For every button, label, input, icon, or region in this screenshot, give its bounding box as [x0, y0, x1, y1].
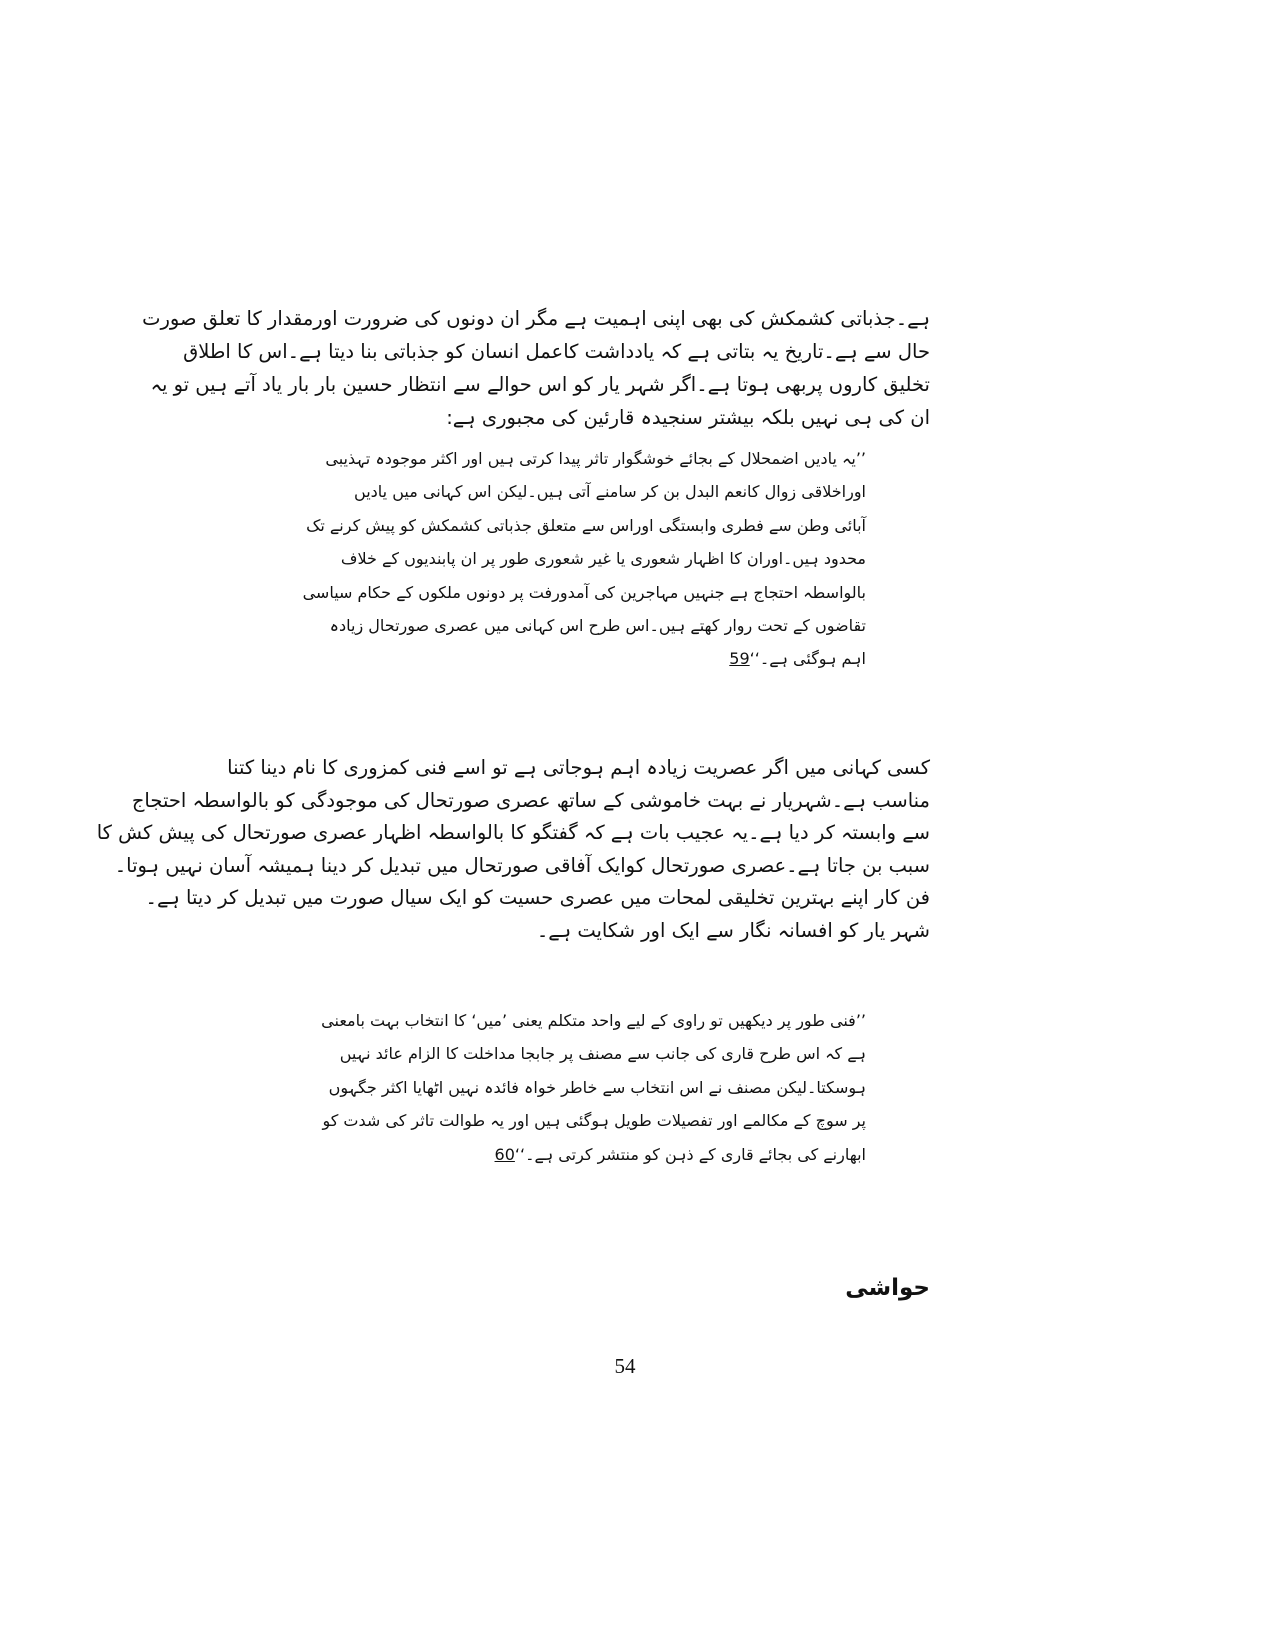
text-line: سبب بن جاتا ہے۔عصری صورتحال کوایک آفاقی صورتحال میں تبدیل کر دینا ہمیشہ آسان نہیں ہوتا۔: [114, 853, 930, 877]
text-line: ان کی ہی نہیں بلکہ بیشتر سنجیدہ قارئین کی مجبوری ہے:: [446, 406, 930, 429]
text-line: فن کار اپنے بہترین تخلیقی لمحات میں عصری حسیت کو ایک سیال صورت میں تبدیل کر دیتا ہے۔: [145, 886, 930, 909]
quote-line: ’’فنی طور پر دیکھیں تو راوی کے لیے واحد متکلم یعنی ’میں‘ کا انتخاب بہت بامعنی: [321, 1011, 866, 1030]
quote-last-text: اہم ہوگئی ہے۔‘‘: [749, 649, 866, 669]
quote-line: محدود ہیں۔اوران کا اظہار شعوری یا غیر شعوری طور پر ان پابندیوں کے خلاف: [340, 549, 866, 569]
quote-line: ’’یہ یادیں اضمحلال کے بجائے خوشگوار تاثر پیدا کرتی ہیں اور اکثر موجودہ تہذیبی: [325, 449, 866, 468]
body-paragraph-2: [96, 752, 930, 947]
reference-number: 60: [494, 1144, 515, 1164]
text-line: کسی کہانی میں اگر عصریت زیادہ اہم ہوجاتی ہے تو اسے فنی کمزوری کا نام دینا کتنا: [227, 756, 930, 779]
body-paragraph-1: [142, 302, 930, 434]
quote-last-text: ابھارنے کی بجائے قاری کے ذہن کو منتشر کرتی ہے۔‘‘: [514, 1144, 866, 1164]
quote-last-line: [383, 642, 866, 675]
quote-line: تقاضوں کے تحت روار کھتے ہیں۔اس طرح اس کہانی میں عصری صورتحال زیادہ: [329, 616, 866, 636]
quote-line: بالواسطہ احتجاج ہے جنہیں مہاجرین کی آمدورفت پر دونوں ملکوں کے حکام سیاسی: [302, 582, 866, 602]
quote-line: اوراخلاقی زوال کانعم البدل بن کر سامنے آتی ہیں۔لیکن اس کہانی میں یادیں: [354, 482, 866, 502]
quote-line: ہے کہ اس طرح قاری کی جانب سے مصنف پر جابجا مداخلت کا الزام عائد نہیں: [339, 1044, 866, 1064]
block-quote-1: [302, 442, 866, 676]
text-line: ہے۔جذباتی کشمکش کی بھی اپنی اہمیت ہے مگر ان دونوں کی ضرورت اورمقدار کا تعلق صورت: [142, 307, 930, 330]
footnotes-heading: حواشی: [845, 1275, 930, 1301]
quote-line: پر سوچ کے مکالمے اور تفصیلات طویل ہوگئی ہیں اور یہ طوالت تاثر کی شدت کو: [322, 1111, 866, 1131]
text-line: مناسب ہے۔شہریار نے بہت خاموشی کے ساتھ عصری صورتحال کی موجودگی کو بالواسطہ احتجاج: [131, 788, 930, 812]
block-quote-2: [321, 1004, 866, 1171]
quote-line: ہوسکتا۔لیکن مصنف نے اس انتخاب سے خاطر خواہ فائدہ نہیں اٹھایا اکثر جگہوں: [328, 1077, 866, 1097]
reference-number: 59: [729, 649, 750, 669]
quote-last-line: [383, 1138, 866, 1171]
page-number: 54: [614, 1354, 636, 1378]
text-line: شہر یار کو افسانہ نگار سے ایک اور شکایت ہے۔: [536, 918, 930, 942]
quote-line: آبائی وطن سے فطری وابستگی اوراس سے متعلق جذباتی کشمکش کو پیش کرنے تک: [306, 515, 866, 535]
text-line: تخلیق کاروں پربھی ہوتا ہے۔اگر شہر یار کو اس حوالے سے انتظار حسین بار بار یاد آتے ہیں تو یہ: [150, 373, 930, 396]
text-line: سے وابستہ کر دیا ہے۔یہ عجیب بات ہے کہ گفتگو کا بالواسطہ اظہار عصری صورتحال کی پیش کش کا: [96, 821, 930, 844]
text-line: حال سے ہے۔تاریخ یہ بتاتی ہے کہ یادداشت کاعمل انسان کو جذباتی بنا دیتا ہے۔اس کا اطلاق: [183, 340, 930, 363]
